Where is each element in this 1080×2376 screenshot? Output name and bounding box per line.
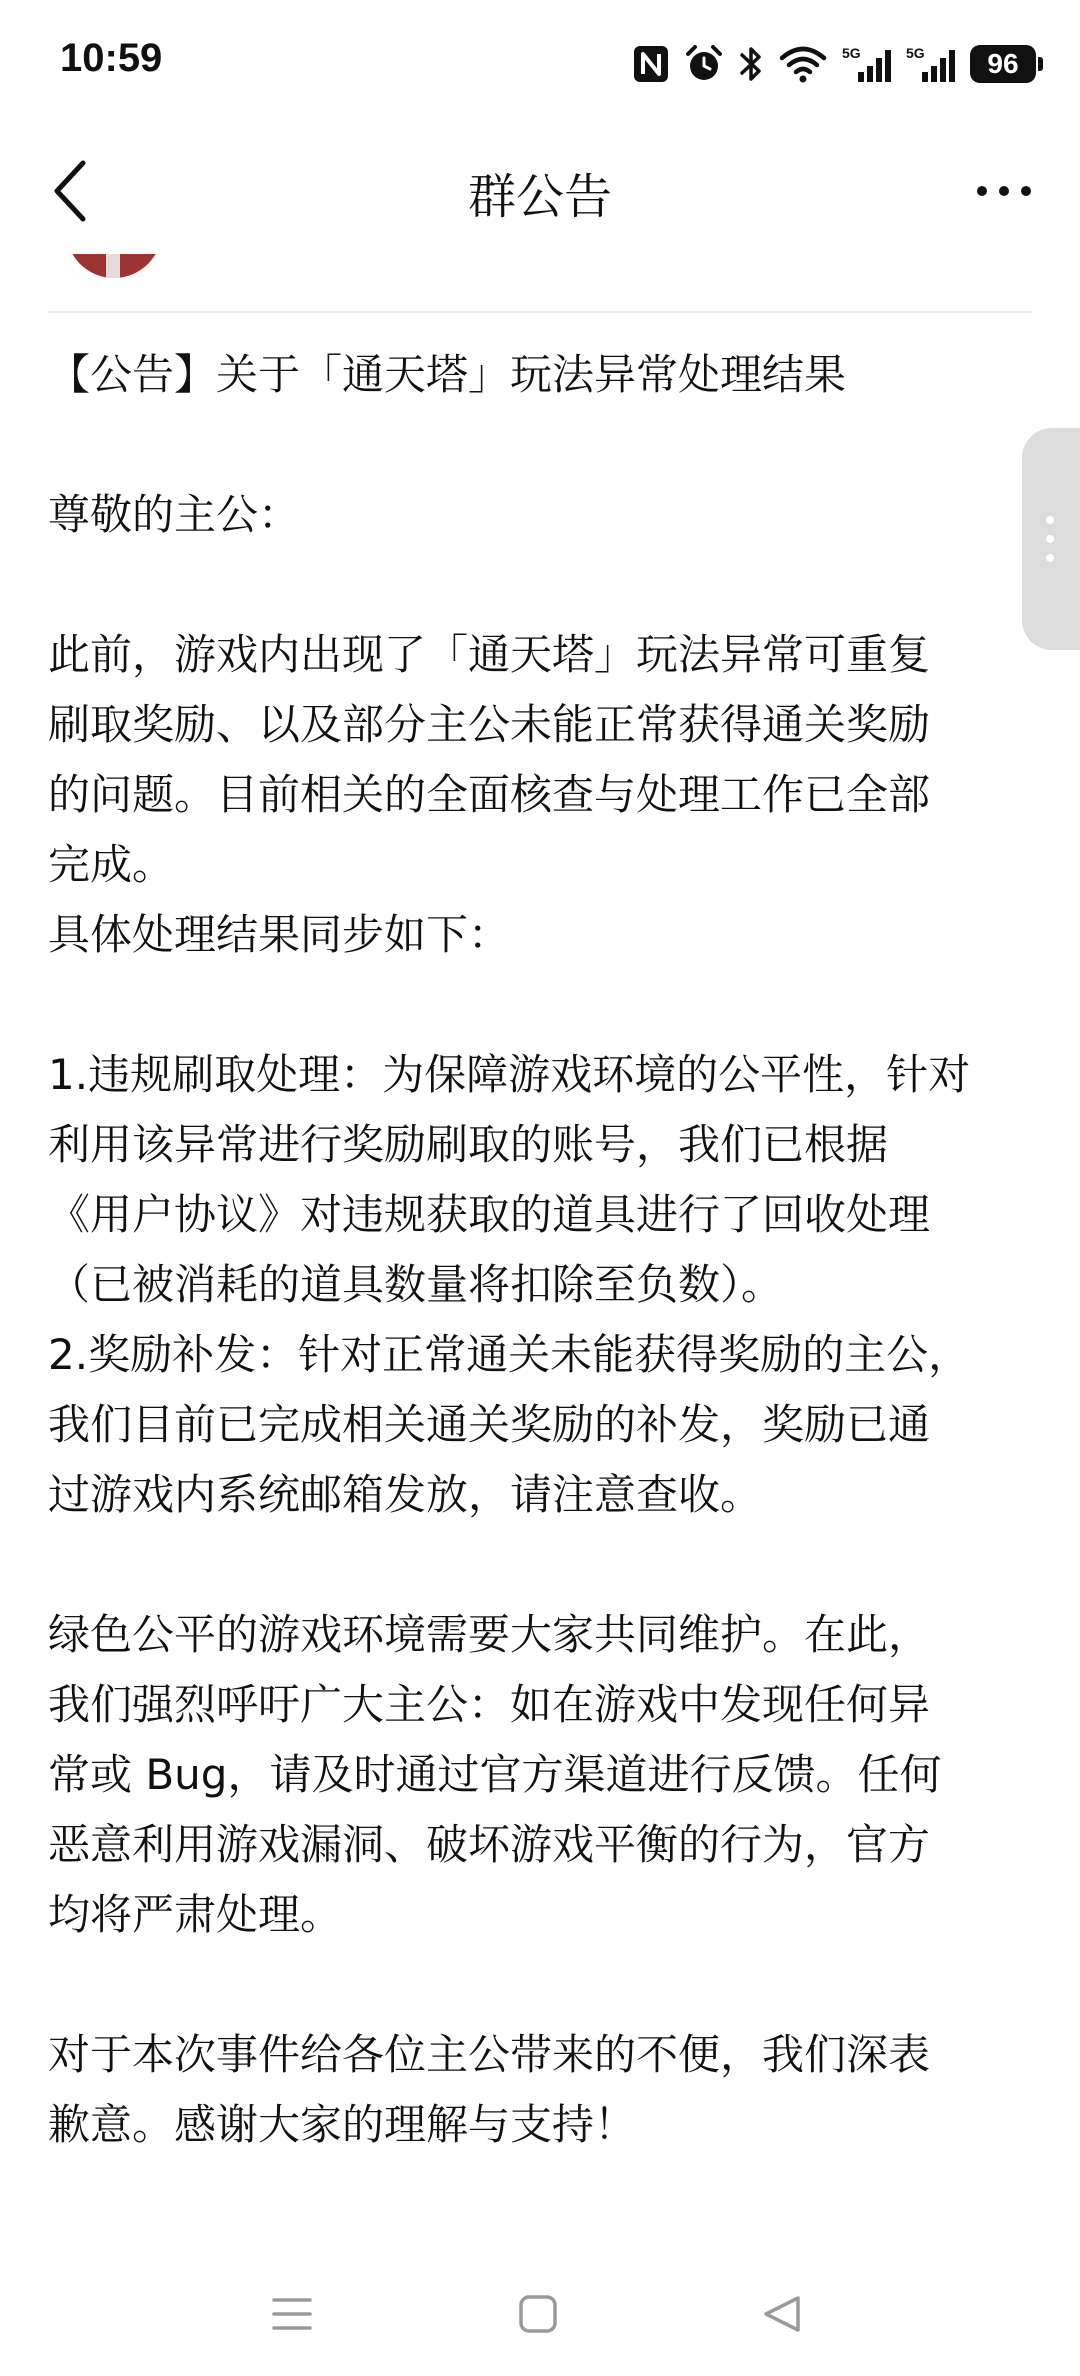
divider — [48, 311, 1032, 313]
more-horizontal-icon — [976, 185, 1032, 197]
more-vertical-icon — [1046, 516, 1054, 562]
announcement-body — [48, 340, 1038, 2160]
menu-icon — [272, 2296, 312, 2332]
paragraph-spacer — [48, 1530, 1038, 1600]
alarm-icon — [684, 44, 724, 84]
announcement-line: 常或 Bug，请及时通过官方渠道进行反馈。任何 — [48, 1750, 942, 1799]
system-nav-bar — [0, 2256, 1080, 2376]
announcement-line: 的问题。目前相关的全面核查与处理工作已全部 — [48, 770, 931, 819]
announcement-line: 均将严肃处理。 — [48, 1890, 343, 1939]
announcement-line: 利用该异常进行奖励刷取的账号，我们已根据 — [48, 1120, 889, 1169]
page-title: 群公告 — [467, 169, 612, 225]
home-button[interactable] — [508, 2284, 568, 2344]
battery-indicator — [970, 45, 1036, 83]
announcement-line: 具体处理结果同步如下： — [48, 910, 511, 959]
signal-5g-icon — [842, 44, 892, 84]
side-panel-handle[interactable] — [1022, 428, 1080, 650]
svg-text:5G: 5G — [842, 45, 861, 61]
home-square-icon — [518, 2294, 558, 2334]
svg-text:5G: 5G — [906, 45, 925, 61]
announcement-line: 过游戏内系统邮箱发放，请注意查收。 — [48, 1470, 763, 1519]
status-time: 10:59 — [60, 36, 163, 80]
system-back-button[interactable] — [752, 2284, 812, 2344]
signal-5g-icon — [906, 44, 956, 84]
announcement-line: 尊敬的主公： — [48, 490, 301, 539]
announcement-line: 对于本次事件给各位主公带来的不便，我们深表 — [48, 2030, 931, 2079]
avatar — [66, 254, 162, 278]
nav-bar — [0, 120, 1080, 260]
announcement-line: 我们目前已完成相关通关奖励的补发，奖励已通 — [48, 1400, 931, 1449]
paragraph-spacer — [48, 410, 1038, 480]
battery-level: 96 — [987, 48, 1019, 79]
announcement-line: 歉意。感谢大家的理解与支持！ — [48, 2100, 637, 2149]
status-bar — [0, 0, 1080, 120]
more-options-button[interactable] — [964, 156, 1044, 226]
announcement-line: 【公告】关于「通天塔」玩法异常处理结果 — [48, 350, 847, 399]
paragraph-spacer — [48, 550, 1038, 620]
announcement-line: （已被消耗的道具数量将扣除至负数）。 — [48, 1260, 784, 1309]
announcement-line: 恶意利用游戏漏洞、破坏游戏平衡的行为，官方 — [48, 1820, 931, 1869]
status-icons — [632, 36, 1036, 92]
announcement-line: 我们强烈呼吁广大主公：如在游戏中发现任何异 — [48, 1680, 931, 1729]
wifi-icon — [778, 44, 828, 84]
back-triangle-icon — [762, 2294, 802, 2334]
announcement-line: 《用户协议》对违规获取的道具进行了回收处理 — [48, 1190, 931, 1239]
announcement-line: 1.违规刷取处理：为保障游戏环境的公平性，针对 — [48, 1050, 971, 1099]
paragraph-spacer — [48, 1950, 1038, 2020]
announcement-line: 此前，游戏内出现了「通天塔」玩法异常可重复 — [48, 630, 931, 679]
announcement-line: 绿色公平的游戏环境需要大家共同维护。在此， — [48, 1610, 931, 1659]
bluetooth-icon — [738, 44, 764, 84]
announcement-line: 完成。 — [48, 840, 175, 889]
nfc-icon — [632, 44, 670, 84]
announcement-line: 刷取奖励、以及部分主公未能正常获得通关奖励 — [48, 700, 931, 749]
recent-apps-button[interactable] — [262, 2284, 322, 2344]
paragraph-spacer — [48, 970, 1038, 1040]
announcement-line: 2.奖励补发：针对正常通关未能获得奖励的主公， — [48, 1330, 971, 1379]
